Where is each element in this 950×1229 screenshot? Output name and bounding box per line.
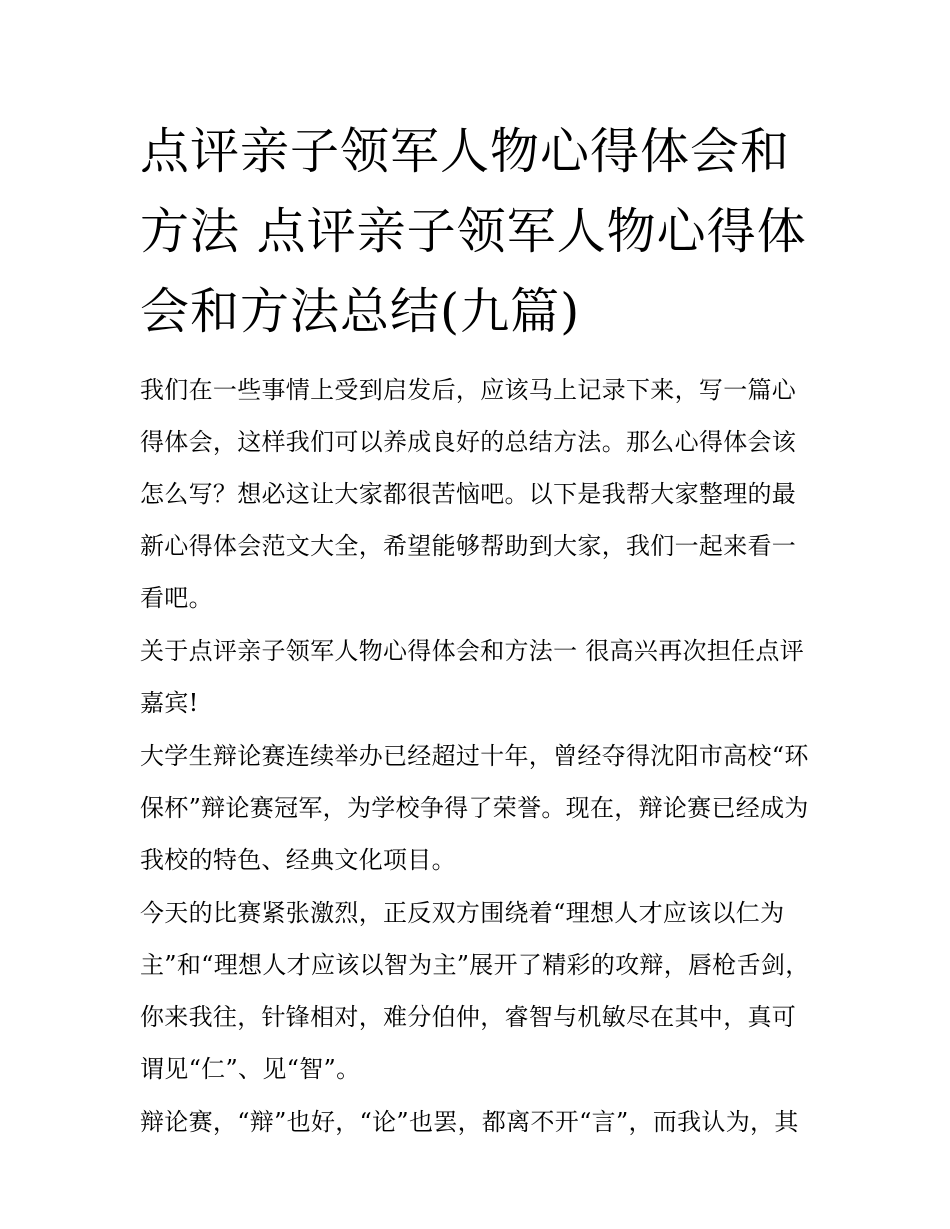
body-paragraph: 今天的比赛紧张激烈，正反双方围绕着“理想人才应该以仁为主”和“理想人才应该以智为主”展开了精彩的攻辩，唇枪舌剑，你来我往，针锋相对，难分伯仲，睿智与机敏尽在其中，真可谓见“仁”、见“智”。: [140, 899, 810, 1083]
body-paragraph: 辩论赛，“辩”也好，“论”也罢，都离不开“言”，而我认为，其: [140, 1108, 799, 1136]
document-title: 点评亲子领军人物心得体会和方法 点评亲子领军人物心得体会和方法总结(九篇): [140, 123, 807, 340]
body-paragraph: 大学生辩论赛连续举办已经超过十年，曾经夺得沈阳市高校“环保杯”辩论赛冠军，为学校争得了荣誉。现在，辩论赛已经成为我校的特色、经典文化项目。: [140, 742, 809, 874]
document-body: [140, 112, 812, 1149]
intro-paragraph: 我们在一些事情上受到启发后，应该马上记录下来，写一篇心得体会，这样我们可以养成良好的总结方法。那么心得体会该怎么写？想必这让大家都很苦恼吧。以下是我帮大家整理的最新心得体会范文大全，希望能够帮助到大家，我们一起来看一看吧。: [140, 376, 797, 612]
section-heading-paragraph: 关于点评亲子领军人物心得体会和方法一 很高兴再次担任点评嘉宾!: [140, 637, 805, 717]
